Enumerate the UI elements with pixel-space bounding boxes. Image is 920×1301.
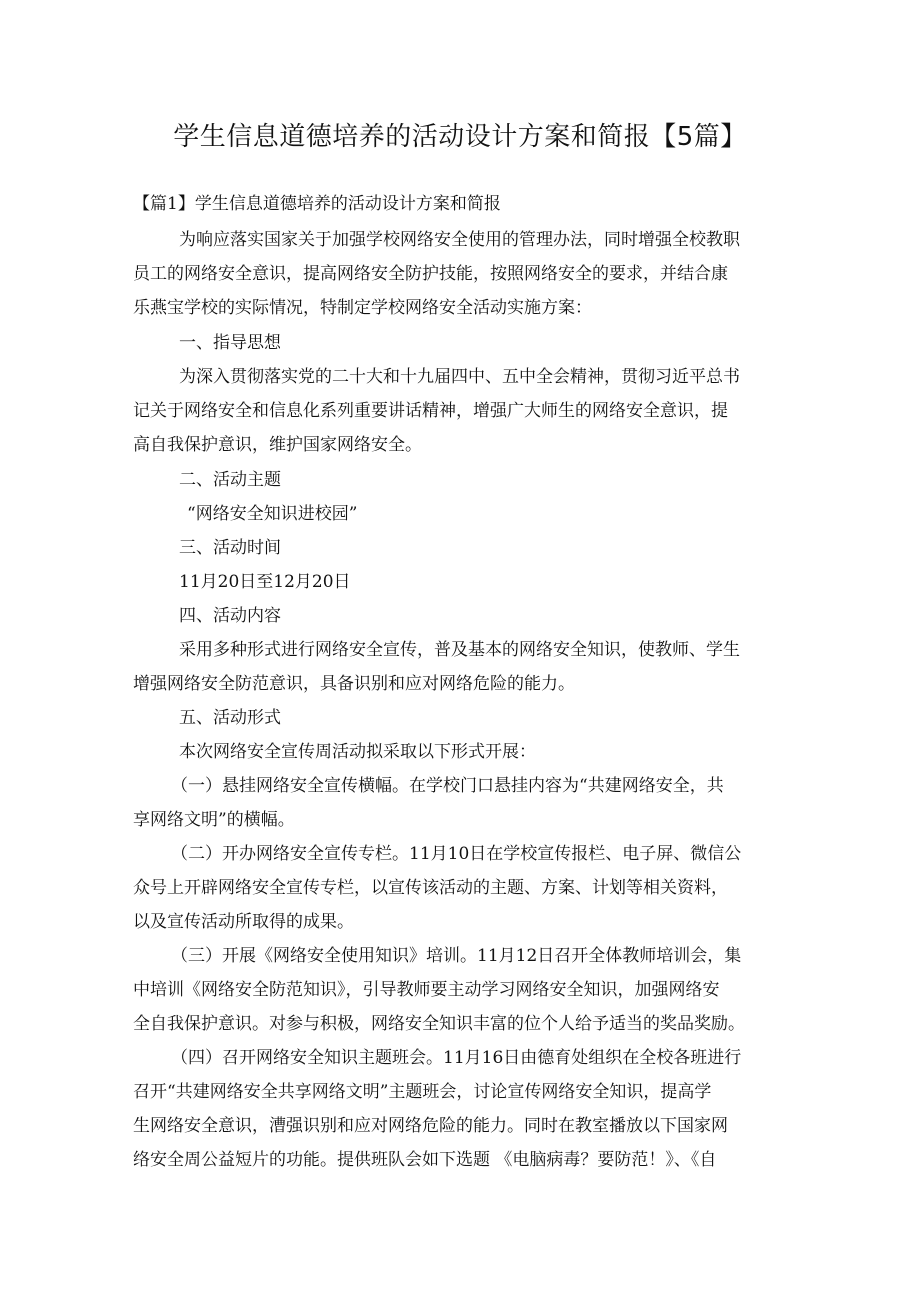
subheading: 三、活动时间 <box>179 538 281 558</box>
paragraph-line: 以及宣传活动所取得的成果。 <box>133 912 354 932</box>
document-title: 学生信息道德培养的活动设计方案和简报【5篇】 <box>173 122 747 152</box>
paragraph-line: 享网络文明”的横幅。 <box>133 810 295 830</box>
paragraph-line: 增强网络安全防范意识，具备识别和应对网络危险的能力。 <box>133 674 575 694</box>
paragraph-line: 11月20日至12月20日 <box>179 572 351 592</box>
paragraph-line: 中培训《网络安全防范知识》，引导教师要主动学习网络安全知识，加强网络安 <box>133 980 720 1000</box>
paragraph-line: 采用多种形式进行网络安全宣传，普及基本的网络安全知识，使教师、学生 <box>179 640 740 660</box>
paragraph-line: 为深入贯彻落实党的二十大和十九届四中、五中全会精神，贯彻习近平总书 <box>179 367 740 387</box>
paragraph-line: （三）开展《网络安全使用知识》培训。11月12日召开全体教师培训会，集 <box>171 946 742 966</box>
paragraph-line: 乐燕宝学校的实际情况，特制定学校网络安全活动实施方案： <box>133 298 592 318</box>
paragraph-line: （一）悬挂网络安全宣传横幅。在学校门口悬挂内容为“共建网络安全，共 <box>171 776 724 796</box>
section-heading: 【篇1】学生信息道德培养的活动设计方案和简报 <box>133 194 501 214</box>
paragraph-line: （二）开办网络安全宣传专栏。11月10日在学校宣传报栏、电子屏、微信公 <box>171 844 742 864</box>
paragraph-line: 记关于网络安全和信息化系列重要讲话精神，增强广大师生的网络安全意识，提 <box>133 401 728 421</box>
paragraph-line: 生网络安全意识，漕强识别和应对网络危险的能力。同时在教室播放以下国家网 <box>133 1116 728 1136</box>
paragraph-line: 众号上开辟网络安全宣传专栏，以宣传该活动的主题、方案、计划等相关资料， <box>133 878 728 898</box>
paragraph-line: 员工的网络安全意识，提高网络安全防护技能，按照网络安全的要求，并结合康 <box>133 264 728 284</box>
paragraph-line: 络安全周公益短片的功能。提供班队会如下选题 《电脑病毒？要防范！》、《自 <box>133 1150 717 1170</box>
subheading: 一、指导思想 <box>179 333 281 353</box>
paragraph-line: 全自我保护意识。对参与积极，网络安全知识丰富的位个人给予适当的奖品奖励。 <box>133 1014 745 1034</box>
paragraph-line: 本次网络安全宣传周活动拟采取以下形式开展： <box>179 742 536 762</box>
subheading: 二、活动主题 <box>179 470 281 490</box>
paragraph-line: 召开“共建网络安全共享网络文明”主题班会，讨论宣传网络安全知识，提高学 <box>133 1082 712 1102</box>
paragraph-line: 高自我保护意识，维护国家网络安全。 <box>133 435 422 455</box>
paragraph-line: 为响应落实国家关于加强学校网络安全使用的管理办法，同时增强全校教职 <box>179 230 740 250</box>
subheading: 五、活动形式 <box>179 708 281 728</box>
subheading: 四、活动内容 <box>179 606 281 626</box>
paragraph-line: “网络安全知识进校园” <box>187 504 358 524</box>
paragraph-line: （四）召开网络安全知识主题班会。11月16日由德育处组织在全校各班进行 <box>171 1048 742 1068</box>
